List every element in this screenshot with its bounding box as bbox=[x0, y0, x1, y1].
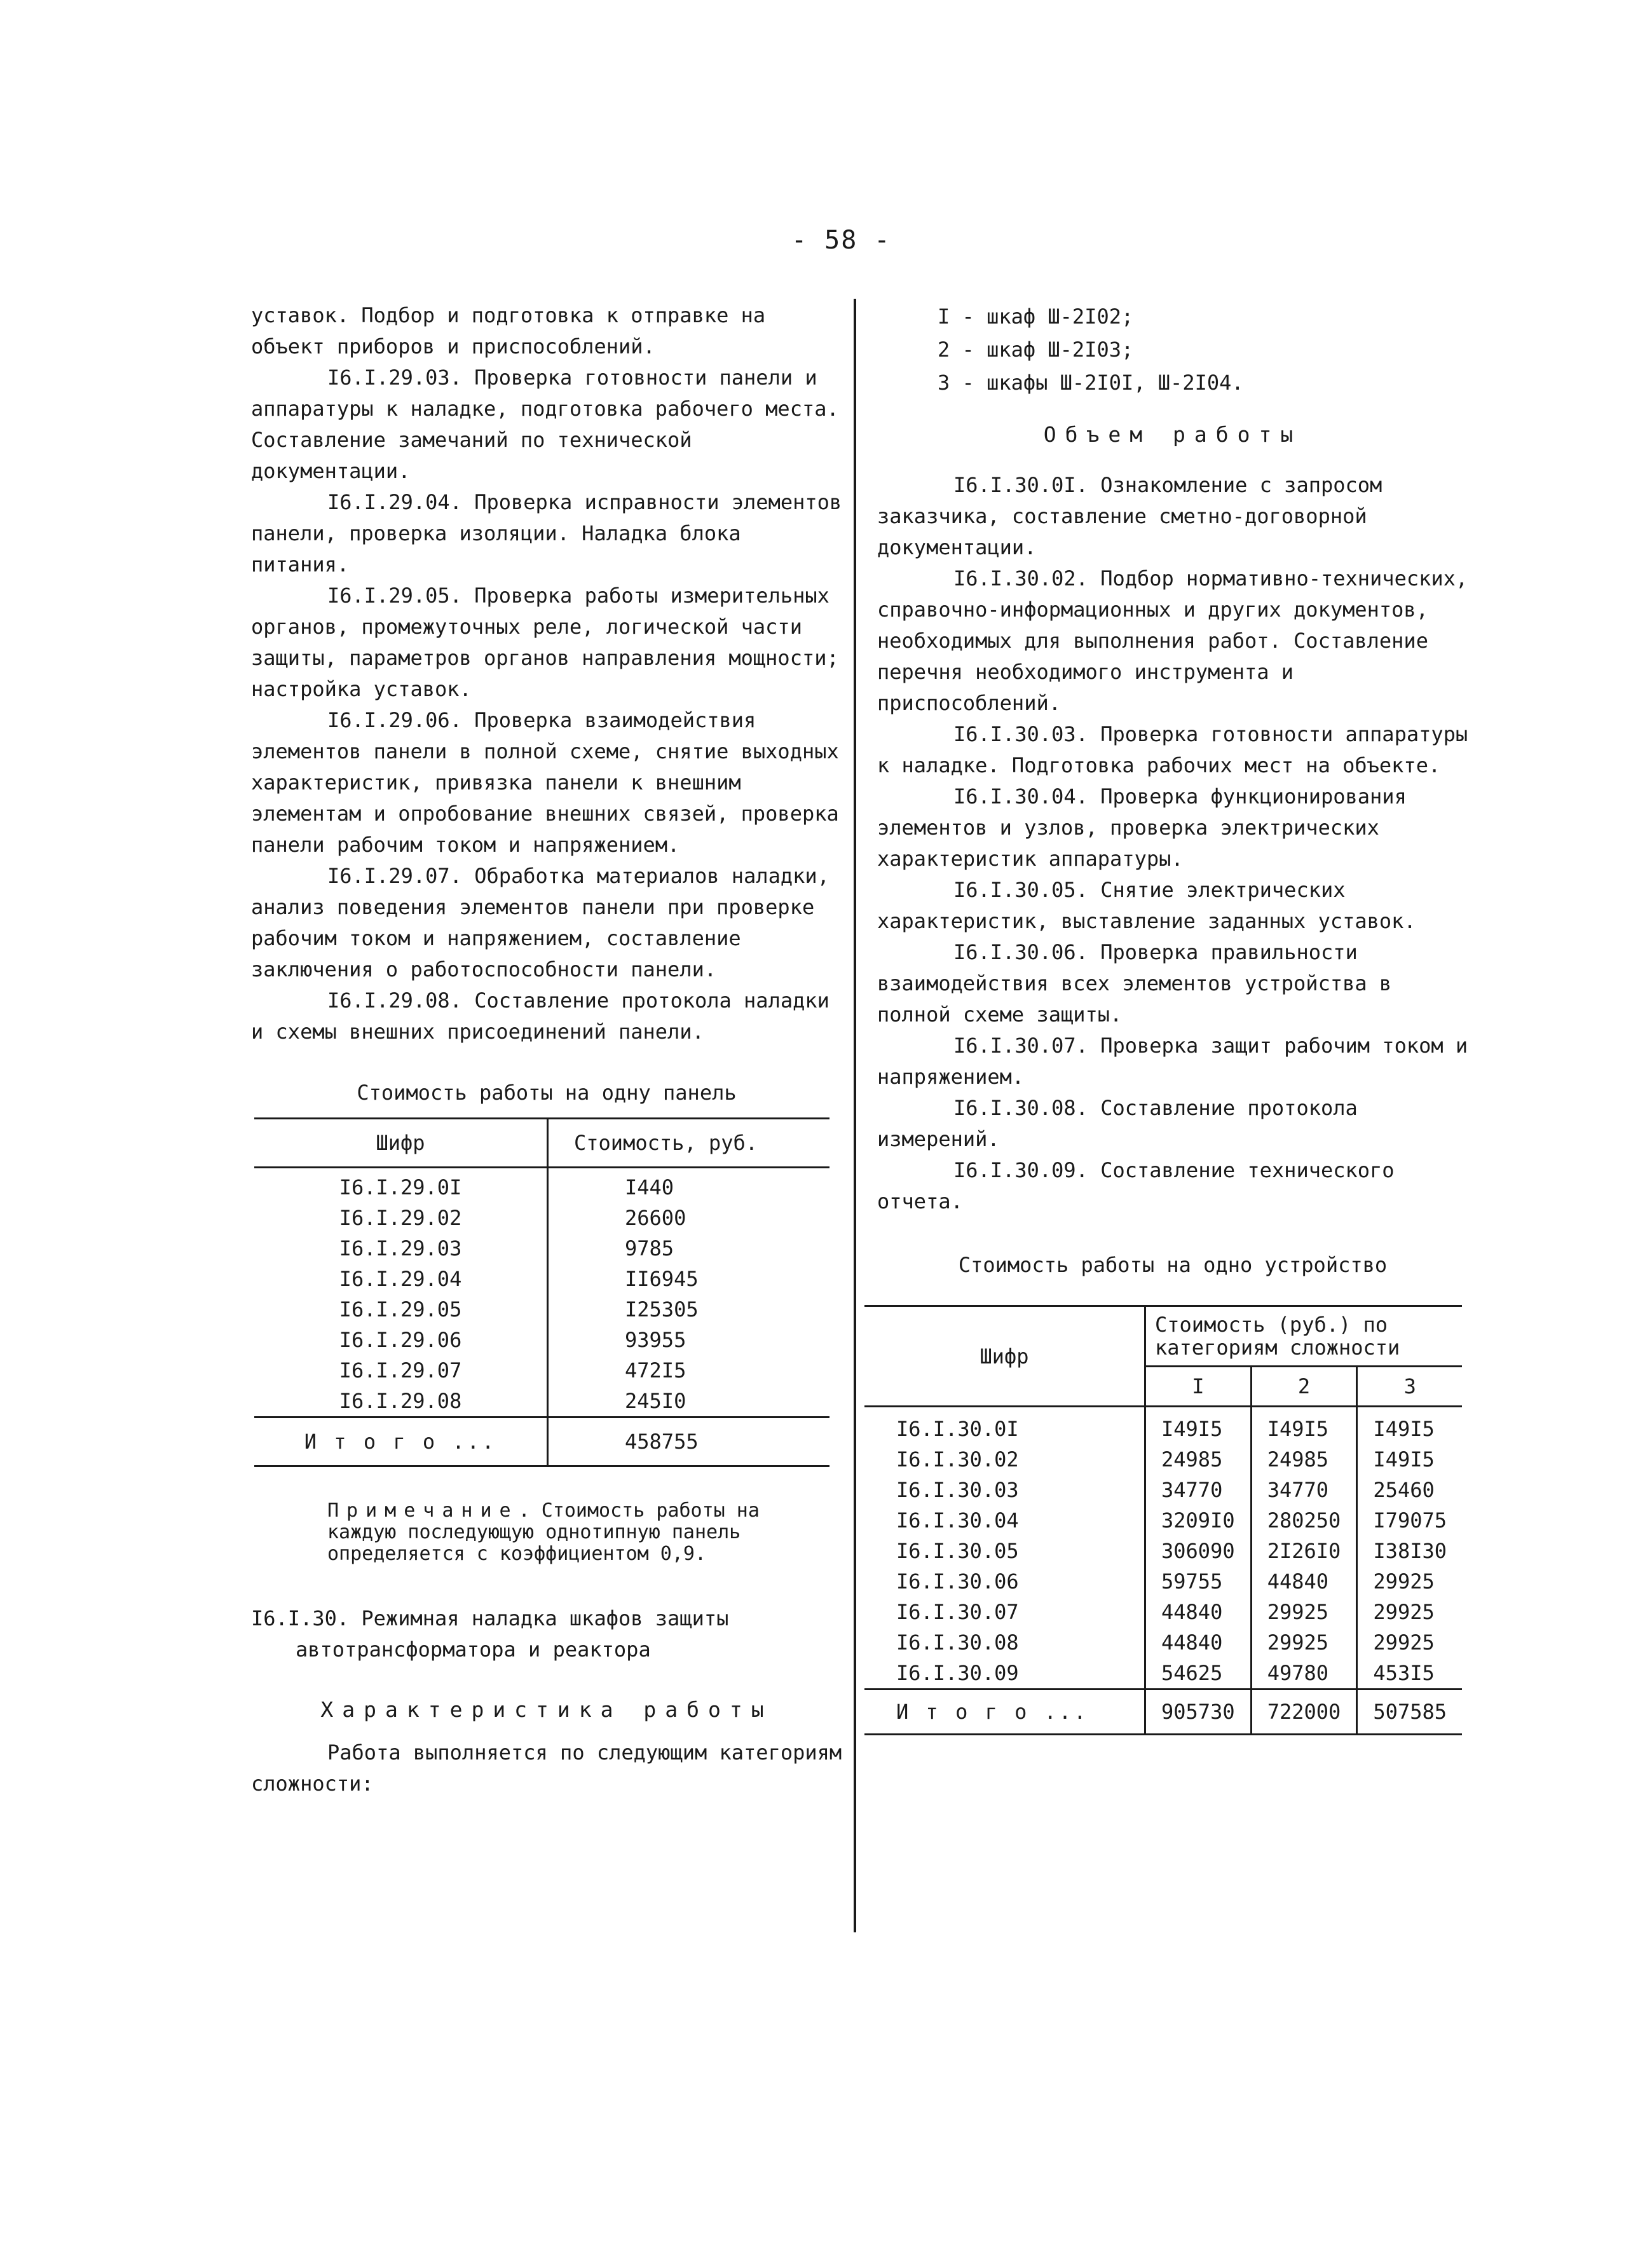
table2-cell-cat3: 29925 bbox=[1373, 1569, 1435, 1594]
category-list bbox=[877, 300, 1468, 399]
table1-cell-cost: I440 bbox=[625, 1175, 674, 1199]
table2-cell-code: I6.I.30.04 bbox=[864, 1505, 1145, 1536]
table1-cell-code: I6.I.29.05 bbox=[254, 1294, 548, 1325]
table2-cell-cat1: 59755 bbox=[1145, 1566, 1252, 1597]
note-block bbox=[251, 1500, 842, 1565]
paragraph-16-1-30-06: I6.I.30.06. Проверка правильности взаимодействия всех элементов устройства в полной схеме защиты. bbox=[877, 940, 1404, 1027]
table1-row bbox=[254, 1294, 829, 1325]
table1-cell-cost: 472I5 bbox=[625, 1358, 686, 1383]
category-item-3: 3 - шкафы Ш-2I0I, Ш-2I04. bbox=[938, 371, 1244, 395]
table1-cell-code: I6.I.29.08 bbox=[254, 1386, 548, 1417]
table1-cell-code: I6.I.29.02 bbox=[254, 1203, 548, 1233]
table2-row bbox=[864, 1597, 1462, 1627]
category-item-1: I - шкаф Ш-2I02; bbox=[938, 304, 1134, 329]
paragraph-16-1-30-07: I6.I.30.07. Проверка защит рабочим током и напряжением. bbox=[877, 1034, 1480, 1089]
page-number: - 58 - bbox=[791, 226, 891, 255]
table1-cell-cost: II6945 bbox=[625, 1267, 699, 1291]
table2-cell-code: I6.I.30.08 bbox=[864, 1627, 1145, 1658]
table1-cell-cost: 245I0 bbox=[625, 1389, 686, 1413]
panel-cost-table bbox=[254, 1117, 829, 1467]
table1-total-label: И т о г о ... bbox=[254, 1417, 548, 1466]
characteristic-text: Работа выполняется по следующим категориям сложности: bbox=[251, 1740, 854, 1796]
table2-cell-cat2: 49780 bbox=[1251, 1658, 1357, 1690]
table2-cell-cat1: 44840 bbox=[1145, 1597, 1252, 1627]
table1-row bbox=[254, 1325, 829, 1355]
paragraph-16-1-29-03: I6.I.29.03. Проверка готовности панели и аппаратуры к наладке, подготовка рабочего места. Составление замечаний по технической документации. bbox=[251, 365, 852, 483]
table1-caption: Стоимость работы на одну панель bbox=[357, 1081, 737, 1105]
table2-row bbox=[864, 1505, 1462, 1536]
table2-header-cost: Стоимость (руб.) по категориям сложности bbox=[1145, 1306, 1463, 1367]
table1-row bbox=[254, 1386, 829, 1417]
table2-cell-cat3: I49I5 bbox=[1373, 1447, 1435, 1472]
paragraph-16-1-29-07: I6.I.29.07. Обработка материалов наладки, анализ поведения элементов панели при проверке рабочим током и напряжением, составление заключения о работоспособности панели. bbox=[251, 864, 842, 981]
table2-cell-cat3: 29925 bbox=[1373, 1600, 1435, 1624]
table1-header-code: Шифр bbox=[254, 1119, 548, 1168]
paragraph-16-1-30-05: I6.I.30.05. Снятие электрических характеристик, выставление заданных уставок. bbox=[877, 878, 1416, 933]
table2-cell-code: I6.I.30.0I bbox=[864, 1407, 1145, 1445]
table2-total-cat3: 507585 bbox=[1373, 1700, 1447, 1724]
table1-cell-cost: 26600 bbox=[625, 1206, 686, 1230]
table2-cell-cat1: 3209I0 bbox=[1145, 1505, 1252, 1536]
paragraph-16-1-29-06: I6.I.29.06. Проверка взаимодействия элементов панели в полной схеме, снятие выходных характеристик, привязка панели к внешним элементам и опробование внешних связей, проверка панели рабочим током и напряжением. bbox=[251, 708, 852, 857]
table2-cell-cat2: 29925 bbox=[1251, 1627, 1357, 1658]
table2-cell-cat2: 34770 bbox=[1251, 1475, 1357, 1505]
table1-row bbox=[254, 1168, 829, 1203]
table2-cell-cat1: 24985 bbox=[1145, 1444, 1252, 1475]
table2-cell-code: I6.I.30.02 bbox=[864, 1444, 1145, 1475]
table2-cell-cat1: 306090 bbox=[1145, 1536, 1252, 1566]
table2-cell-cat2: 280250 bbox=[1251, 1505, 1357, 1536]
table2-header-cat1: I bbox=[1145, 1367, 1252, 1407]
table2-cell-code: I6.I.30.03 bbox=[864, 1475, 1145, 1505]
paragraph-16-1-30-04: I6.I.30.04. Проверка функционирования элементов и узлов, проверка электрических характеристик аппаратуры. bbox=[877, 784, 1419, 871]
table2-cell-cat1: 44840 bbox=[1145, 1627, 1252, 1658]
table2-cell-code: I6.I.30.07 bbox=[864, 1597, 1145, 1627]
table2-row bbox=[864, 1407, 1462, 1445]
characteristic-heading: Характеристика работы bbox=[320, 1697, 773, 1722]
table1-cell-cost: 93955 bbox=[625, 1328, 686, 1352]
table2-cell-cat3: I79075 bbox=[1373, 1508, 1447, 1533]
table1-row bbox=[254, 1264, 829, 1294]
table1-row bbox=[254, 1355, 829, 1386]
table2-row bbox=[864, 1627, 1462, 1658]
table1-total-value: 458755 bbox=[625, 1430, 699, 1454]
scope-heading: Объем работы bbox=[1043, 422, 1302, 447]
table2-cell-cat1: 34770 bbox=[1145, 1475, 1252, 1505]
paragraph-continued: уставок. Подбор и подготовка к отправке на объект приборов и приспособлений. bbox=[251, 303, 778, 359]
table2-header-code: Шифр bbox=[864, 1306, 1145, 1407]
paragraph-16-1-29-05: I6.I.29.05. Проверка работы измерительных органов, промежуточных реле, логической части защиты, параметров органов направления мощности; настройка уставок. bbox=[251, 584, 852, 701]
table1-cell-code: I6.I.29.07 bbox=[254, 1355, 548, 1386]
table2-cell-cat2: 44840 bbox=[1251, 1566, 1357, 1597]
table1-cell-code: I6.I.29.04 bbox=[254, 1264, 548, 1294]
table2-row bbox=[864, 1444, 1462, 1475]
table1-header-cost: Стоимость, руб. bbox=[574, 1131, 758, 1155]
table2-row bbox=[864, 1658, 1462, 1690]
table1-cell-cost: 9785 bbox=[625, 1236, 674, 1260]
table1-cell-code: I6.I.29.03 bbox=[254, 1233, 548, 1264]
table1-cell-code: I6.I.29.06 bbox=[254, 1325, 548, 1355]
category-item-2: 2 - шкаф Ш-2I03; bbox=[938, 338, 1134, 362]
table2-cell-cat3: I38I30 bbox=[1373, 1539, 1447, 1563]
table2-cell-code: I6.I.30.09 bbox=[864, 1658, 1145, 1690]
table2-row bbox=[864, 1536, 1462, 1566]
paragraph-16-1-29-04: I6.I.29.04. Проверка исправности элементов панели, проверка изоляции. Наладка блока питания. bbox=[251, 490, 854, 577]
table2-row bbox=[864, 1566, 1462, 1597]
table2-body bbox=[864, 1407, 1462, 1690]
table2-cell-cat2: I49I5 bbox=[1251, 1407, 1357, 1445]
table2-total-cat1: 905730 bbox=[1145, 1690, 1252, 1735]
table2-cell-cat3: 453I5 bbox=[1373, 1661, 1435, 1685]
paragraph-16-1-30-01: I6.I.30.0I. Ознакомление с запросом заказчика, составление сметно-договорной документации. bbox=[877, 473, 1395, 559]
paragraph-16-1-30-03: I6.I.30.03. Проверка готовности аппаратуры к наладке. Подготовка рабочих мест на объекте. bbox=[877, 722, 1480, 777]
table1-row bbox=[254, 1233, 829, 1264]
paragraph-16-1-30-08: I6.I.30.08. Составление протокола измерений. bbox=[877, 1096, 1370, 1151]
table2-caption: Стоимость работы на одно устройство bbox=[958, 1253, 1388, 1277]
table2-cell-cat3: 29925 bbox=[1373, 1630, 1435, 1655]
note-text: . Стоимость работы на каждую последующую однотипную панель определяется с коэффициентом 0,9. bbox=[327, 1499, 760, 1565]
table2-cell-code: I6.I.30.05 bbox=[864, 1536, 1145, 1566]
table2-cell-cat1: 54625 bbox=[1145, 1658, 1252, 1690]
table2-cell-cat3: 25460 bbox=[1373, 1478, 1435, 1502]
table2-total-label: И т о г о ... bbox=[864, 1690, 1145, 1735]
note bbox=[327, 1500, 829, 1565]
paragraph-16-1-30-02: I6.I.30.02. Подбор нормативно-технических, справочно-информационных и других документов, необходимых для выполнения работ. Составление перечня необходимого инструмента и приспособлений. bbox=[877, 566, 1480, 715]
section-16-1-30-title: I6.I.30. Режимная наладка шкафов защиты автотрансформатора и реактора bbox=[251, 1606, 741, 1662]
table2-cell-cat1: I49I5 bbox=[1145, 1407, 1252, 1445]
table2-total-cat2: 722000 bbox=[1251, 1690, 1357, 1735]
left-column bbox=[251, 300, 854, 1800]
table1-cell-cost: I25305 bbox=[625, 1297, 699, 1322]
right-column bbox=[877, 300, 1480, 1735]
paragraph-16-1-29-08: I6.I.29.08. Составление протокола наладки и схемы внешних присоединений панели. bbox=[251, 988, 842, 1044]
table1-row bbox=[254, 1203, 829, 1233]
paragraph-16-1-30-09: I6.I.30.09. Составление технического отчета. bbox=[877, 1158, 1407, 1213]
table2-header-cat3: 3 bbox=[1403, 1374, 1416, 1398]
table2-cell-cat2: 29925 bbox=[1251, 1597, 1357, 1627]
device-cost-table bbox=[864, 1305, 1462, 1735]
table1-body bbox=[254, 1168, 829, 1417]
table2-row bbox=[864, 1475, 1462, 1505]
table2-cell-code: I6.I.30.06 bbox=[864, 1566, 1145, 1597]
table2-cell-cat2: 2I26I0 bbox=[1251, 1536, 1357, 1566]
table2-header-cat2: 2 bbox=[1251, 1367, 1357, 1407]
table2-cell-cat3: I49I5 bbox=[1373, 1417, 1435, 1441]
column-divider bbox=[854, 299, 856, 1932]
table2-cell-cat2: 24985 bbox=[1251, 1444, 1357, 1475]
table1-cell-code: I6.I.29.0I bbox=[254, 1168, 548, 1203]
note-label: Примечание bbox=[327, 1499, 519, 1522]
